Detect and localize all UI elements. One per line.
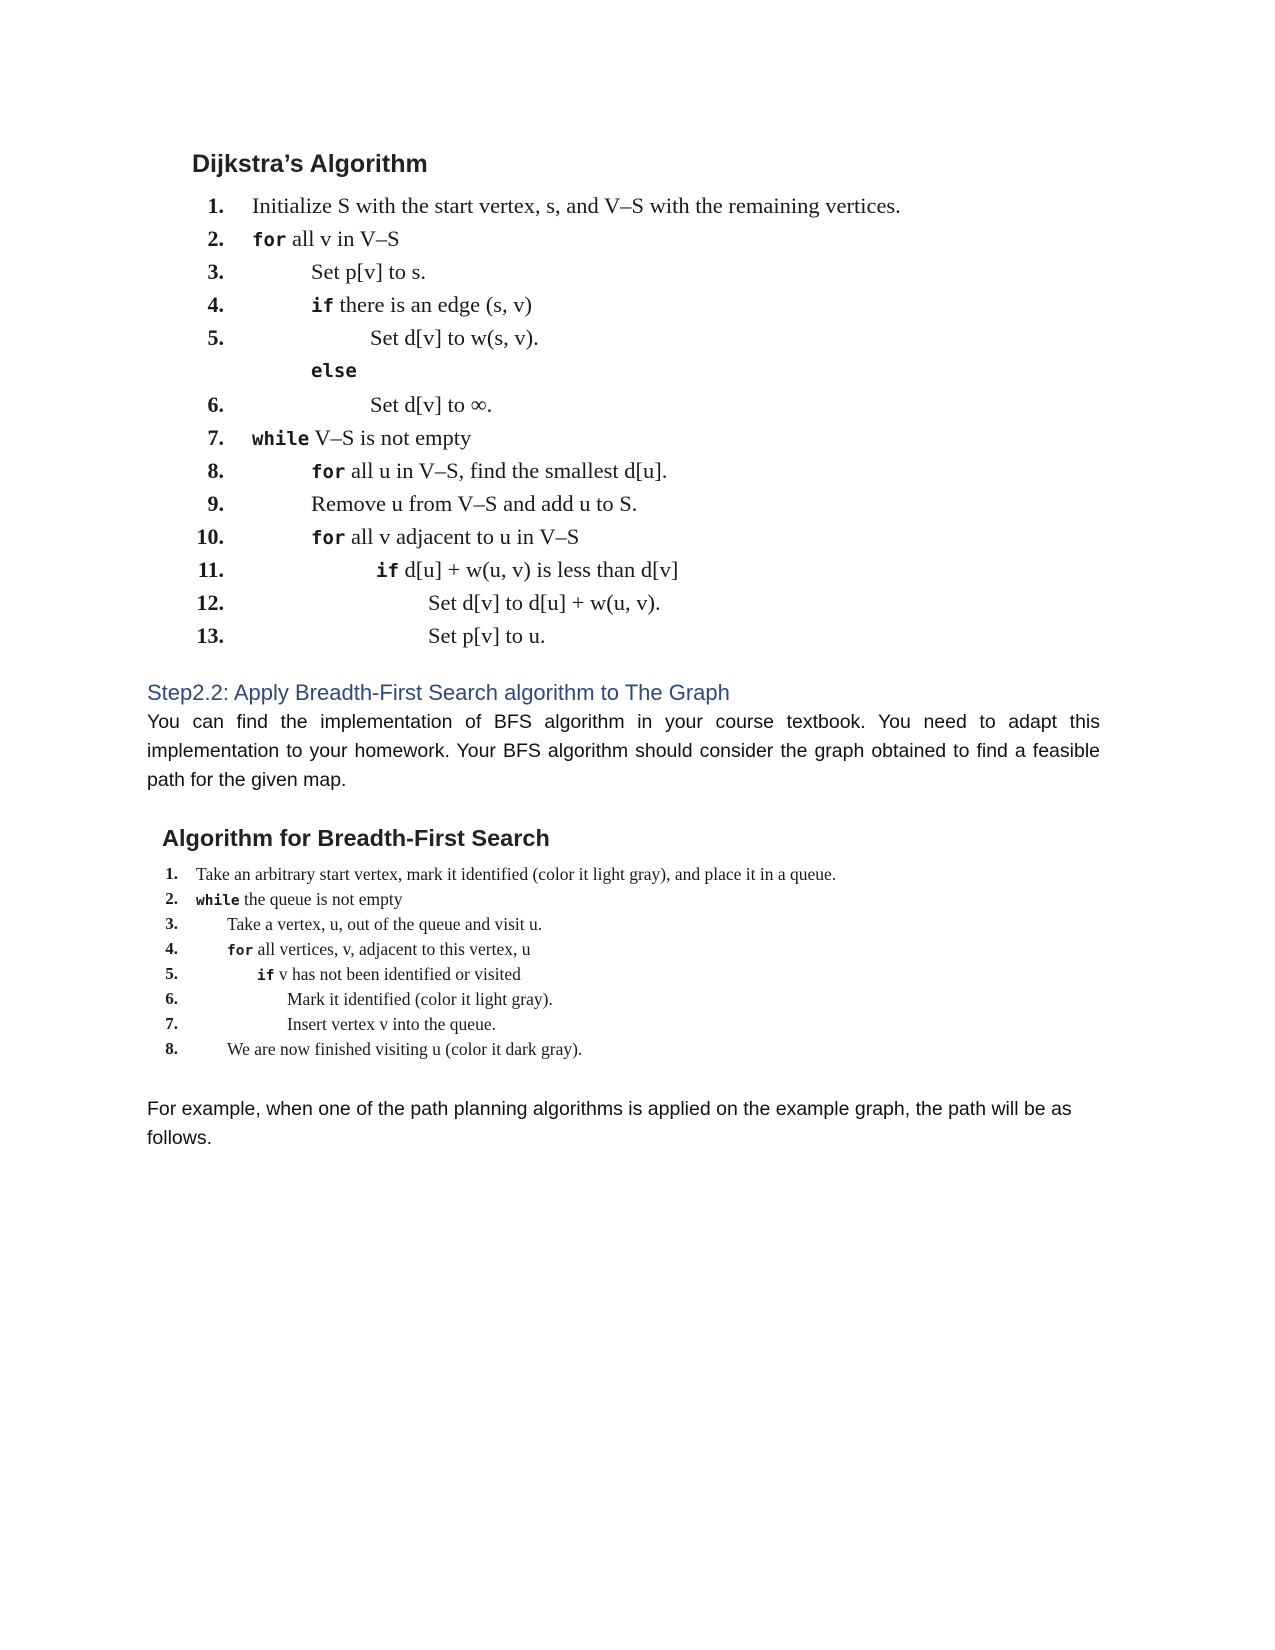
code-line [311, 292, 532, 318]
line-text: Take a vertex, u, out of the queue and visit u. [227, 914, 543, 934]
code-line [252, 425, 471, 451]
body-paragraph: For example, when one of the path planning algorithms is applied on the example graph, the path will be as follows. [147, 1098, 1072, 1149]
line-text: Set p[v] to u. [428, 623, 546, 648]
line-text: We are now finished visiting u (color it dark gray). [227, 1039, 583, 1059]
keyword: if [311, 295, 334, 317]
keyword: for [227, 943, 254, 959]
keyword: for [252, 229, 287, 251]
line-number: 12. [196, 590, 224, 615]
line-text: all v adjacent to u in V–S [345, 524, 580, 549]
keyword: while [252, 428, 310, 450]
dijkstra-title: Dijkstra’s Algorithm [192, 150, 428, 178]
line-text: Remove u from V–S and add u to S. [311, 491, 638, 516]
line-text: all v in V–S [286, 226, 400, 251]
keyword: if [376, 560, 399, 582]
line-text: Set d[v] to d[u] + w(u, v). [428, 590, 661, 615]
line-number: 10. [196, 524, 224, 549]
line-number: 1. [165, 864, 178, 883]
line-number: 7. [165, 1014, 178, 1033]
body-paragraph: You can find the implementation of BFS algorithm in your course textbook. You need to adapt this implementation to your homework. Your BFS algorithm should consider the graph obtained to find a feasible path for the given map. [147, 711, 1100, 791]
line-number: 9. [207, 491, 224, 516]
line-text: Set d[v] to w(s, v). [370, 325, 539, 350]
line-number: 5. [207, 325, 224, 350]
keyword: while [196, 893, 240, 909]
line-text: v has not been identified or visited [274, 964, 521, 984]
line-number: 1. [207, 193, 224, 218]
line-text: there is an edge (s, v) [333, 292, 532, 317]
line-number: 4. [207, 292, 224, 317]
line-text: Set d[v] to ∞. [370, 392, 493, 417]
line-number: 13. [196, 623, 224, 648]
line-text: d[u] + w(u, v) is less than d[v] [398, 557, 679, 582]
code-line [227, 939, 531, 960]
keyword: for [311, 461, 346, 483]
bfs-title: Algorithm for Breadth-First Search [162, 825, 550, 851]
line-number: 5. [165, 964, 178, 983]
line-number: 4. [165, 939, 178, 958]
code-line [311, 524, 579, 550]
line-text: the queue is not empty [239, 889, 403, 909]
line-number: 6. [165, 989, 178, 1008]
code-line [252, 226, 400, 252]
line-number: 6. [207, 392, 224, 417]
line-text: Initialize S with the start vertex, s, and V–S with the remaining vertices. [252, 193, 901, 218]
line-text: Insert vertex v into the queue. [287, 1014, 496, 1034]
line-text: V–S is not empty [309, 425, 472, 450]
keyword: if [257, 968, 275, 984]
line-number: 8. [207, 458, 224, 483]
keyword-else: else [311, 360, 357, 382]
code-line [376, 557, 678, 583]
code-line [257, 964, 521, 985]
line-text: Mark it identified (color it light gray). [287, 989, 553, 1009]
code-line [311, 458, 667, 484]
line-number: 2. [165, 889, 178, 908]
line-number: 7. [207, 425, 224, 450]
line-text: all u in V–S, find the smallest d[u]. [345, 458, 668, 483]
line-number: 8. [165, 1039, 178, 1058]
line-number: 11. [197, 557, 224, 582]
section-heading: Step2.2: Apply Breadth-First Search algorithm to The Graph [147, 680, 730, 705]
code-line [196, 889, 402, 910]
line-number: 2. [207, 226, 224, 251]
line-text: Take an arbitrary start vertex, mark it identified (color it light gray), and place it in a queue. [196, 864, 837, 884]
line-text: all vertices, v, adjacent to this vertex, u [253, 939, 531, 959]
line-number: 3. [207, 259, 224, 284]
line-text: Set p[v] to s. [311, 259, 426, 284]
keyword: for [311, 527, 346, 549]
line-number: 3. [165, 914, 178, 933]
